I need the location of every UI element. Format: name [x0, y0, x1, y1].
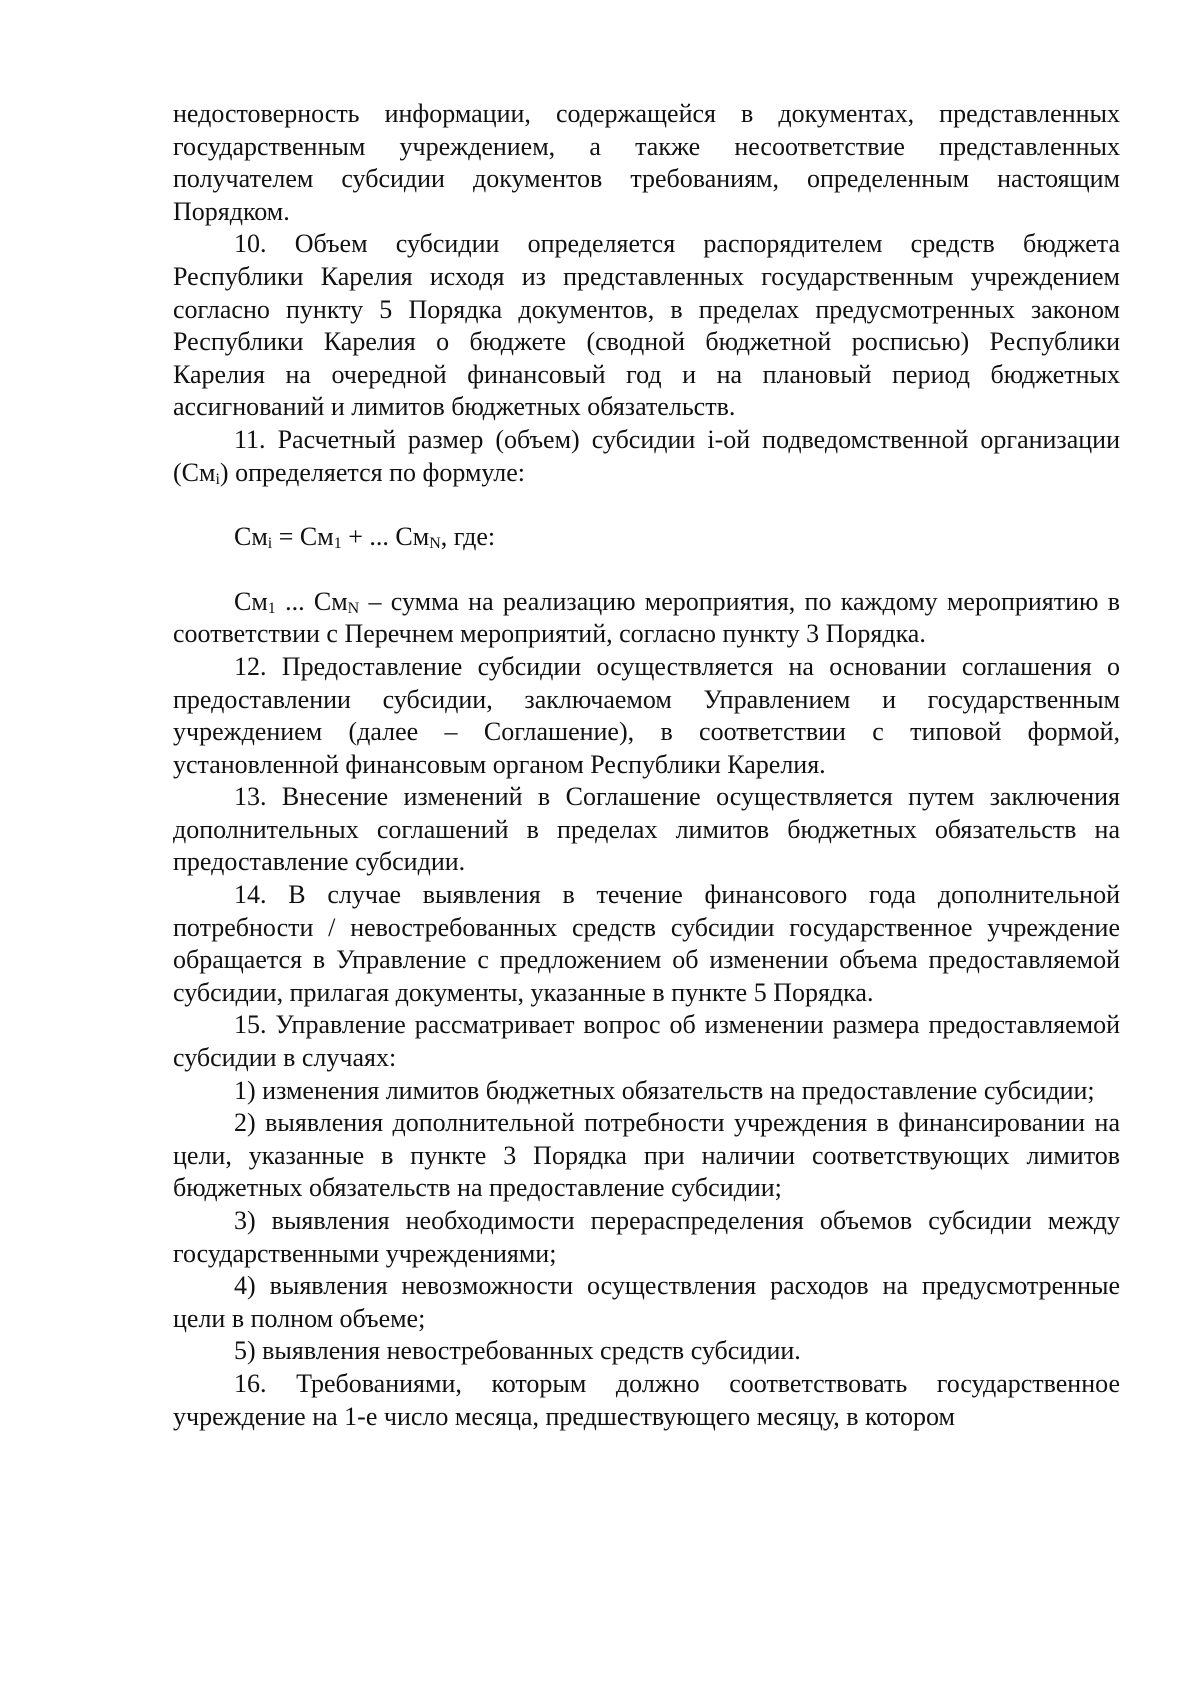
formula-term1-subscript: 1: [333, 535, 342, 553]
paragraph-15: 15. Управление рассматривает вопрос об изменении размера предоставляемой субсидии в случаях:: [173, 1010, 1120, 1073]
paragraph-10: 10. Объем субсидии определяется распорядителем средств бюджета Республики Карелия исходя из представленных государственным учреждением согласно пункту 5 Порядка документов, в пределах предусмотренных законом Республики Карелия о бюджете (сводной бюджетной росписью) Республики Карелия на очередной финансовый год и на плановый период бюджетных ассигнований и лимитов бюджетных обязательств.: [173, 229, 1120, 422]
paragraph-intro: недостоверность информации, содержащейся в документах, представленных государственным учреждением, а также несоответствие представленных получателем субсидии документов требованиям, определенным настоящим Порядком.: [173, 99, 1120, 226]
document-page: [173, 98, 1120, 1433]
definition-term1: См: [234, 586, 268, 616]
formula-definition: [173, 586, 1120, 651]
definition-dots: ... См: [275, 586, 348, 616]
formula-termn-subscript: N: [429, 535, 441, 553]
paragraph-16: 16. Требованиями, которым должно соответствовать государственное учреждение на 1-е число месяца, предшествующего месяцу, в котором: [173, 1368, 1120, 1431]
paragraph-11-text-b: ) определяется по формуле:: [219, 457, 526, 487]
paragraph-15-item-3: 3) выявления необходимости перераспределения объемов субсидии между государственными учреждениями;: [173, 1206, 1120, 1268]
paragraph-11-text-a: 11. Расчетный размер (объем) субсидии i-ой подведомственной организации (См: [173, 424, 1120, 487]
paragraph-15-item-4: 4) выявления невозможности осуществления расходов на предусмотренные цели в полном объеме;: [173, 1271, 1120, 1333]
definition-text: – сумма на реализацию мероприятия, по каждому мероприятию в соответствии с Перечнем мероприятий, согласно пункту 3 Порядка.: [173, 586, 1120, 649]
paragraph-13: 13. Внесение изменений в Соглашение осуществляется путем заключения дополнительных соглашений в пределах лимитов бюджетных обязательств на предоставление субсидии.: [173, 782, 1120, 877]
formula-eq: = См: [272, 522, 334, 552]
paragraph-15-item-2: 2) выявления дополнительной потребности учреждения в финансировании на цели, указанные в пункте 3 Порядка при наличии соответствующих лимитов бюджетных обязательств на предоставление субсидии;: [173, 1108, 1120, 1203]
formula-tail: , где:: [440, 522, 496, 552]
definition-termn-subscript: N: [347, 599, 360, 617]
paragraph-15-item-1: 1) изменения лимитов бюджетных обязательств на предоставление субсидии;: [234, 1075, 1095, 1105]
paragraph-11: [173, 424, 1120, 489]
formula: [173, 521, 1120, 554]
paragraph-11-subscript: i: [215, 470, 220, 488]
definition-term1-subscript: 1: [267, 599, 276, 617]
paragraph-15-item-5: 5) выявления невостребованных средств субсидии.: [234, 1336, 801, 1366]
formula-lhs: См: [234, 522, 268, 552]
formula-mid: + ... См: [341, 522, 430, 552]
paragraph-12: 12. Предоставление субсидии осуществляется на основании соглашения о предоставлении субсидии, заключаемом Управлением и государственным учреждением (далее – Соглашение), в соответствии с типовой формой, установленной финансовым органом Республики Карелия.: [173, 651, 1120, 779]
paragraph-14: 14. В случае выявления в течение финансового года дополнительной потребности / невостребованных средств субсидии государственное учреждение обращается в Управление с предложением об изменении объема предоставляемой субсидии, прилагая документы, указанные в пункте 5 Порядка.: [173, 880, 1120, 1007]
formula-lhs-subscript: i: [267, 535, 273, 553]
